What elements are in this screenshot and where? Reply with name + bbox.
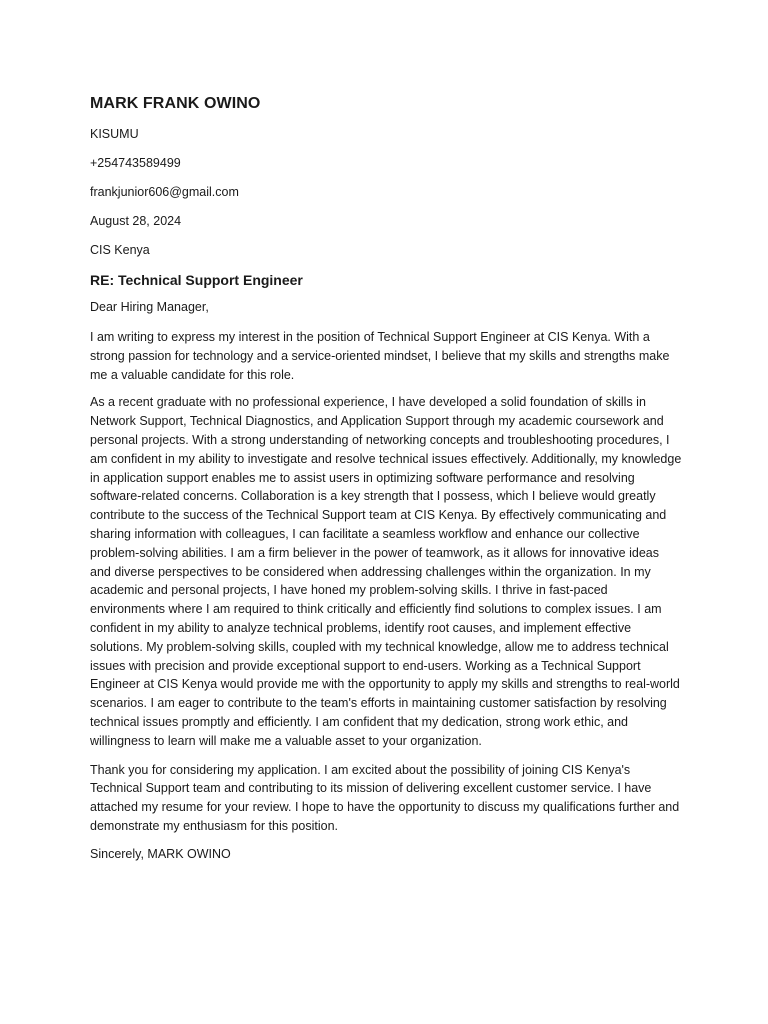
- sign-off: Sincerely, MARK OWINO: [90, 846, 231, 861]
- applicant-phone: +254743589499: [90, 156, 181, 170]
- applicant-email: frankjunior606@gmail.com: [90, 185, 239, 199]
- salutation: Dear Hiring Manager,: [90, 300, 209, 314]
- letter-date: August 28, 2024: [90, 214, 182, 228]
- subject-line: RE: Technical Support Engineer: [90, 272, 303, 288]
- applicant-city: KISUMU: [90, 127, 139, 141]
- paragraph-body: As a recent graduate with no professional experience, I have developed a solid foundation of skills in Network Support, Technical Diagnostics, and Application Support through my academic coursework and personal projects. With a strong understanding of networking concepts and troubleshooting procedures, I am confident in my ability to investigate and resolve technical issues effectively. Additionally, my knowledge in application support enables me to assist users in optimizing software performance and resolving software-related concerns. Collaboration is a key strength that I possess, which I believe would greatly contribute to the success of the Technical Support team at CIS Kenya. By effectively communicating and sharing information with colleagues, I can facilitate a seamless workflow and enhance our collective problem-solving abilities. I am a firm believer in the power of teamwork, as it allows for innovative ideas and diverse perspectives to be considered when addressing challenges within the organization. In my academic and personal projects, I have honed my problem-solving skills. I thrive in fast-paced environments where I am required to think critically and efficiently find solutions to complex issues. I am confident in my ability to analyze technical problems, identify root causes, and implement effective solutions. My problem-solving skills, coupled with my technical knowledge, allow me to address technical issues with precision and provide exceptional support to end-users. Working as a Technical Support Engineer at CIS Kenya would provide me with the opportunity to apply my skills and strengths to real-world scenarios. I am eager to contribute to the team's efforts in maintaining customer satisfaction by resolving technical issues promptly and efficiently. I am confident that my dedication, strong work ethic, and willingness to learn will make me a valuable asset to your organization.: [90, 395, 682, 748]
- paragraph-intro: I am writing to express my interest in the position of Technical Support Engineer at CIS Kenya. With a strong passion for technology and a service-oriented mindset, I believe that my skills and strengths make me a valuable candidate for this role.: [90, 330, 670, 382]
- paragraph-closing: Thank you for considering my application. I am excited about the possibility of joining CIS Kenya's Technical Support team and contributing to its mission of delivering excellent customer service. I have attached my resume for your review. I hope to have the opportunity to discuss my qualifications further and demonstrate my enthusiasm for this position.: [90, 762, 680, 833]
- company-name: CIS Kenya: [90, 243, 150, 257]
- cover-letter: [90, 94, 682, 875]
- applicant-name: MARK FRANK OWINO: [90, 95, 261, 112]
